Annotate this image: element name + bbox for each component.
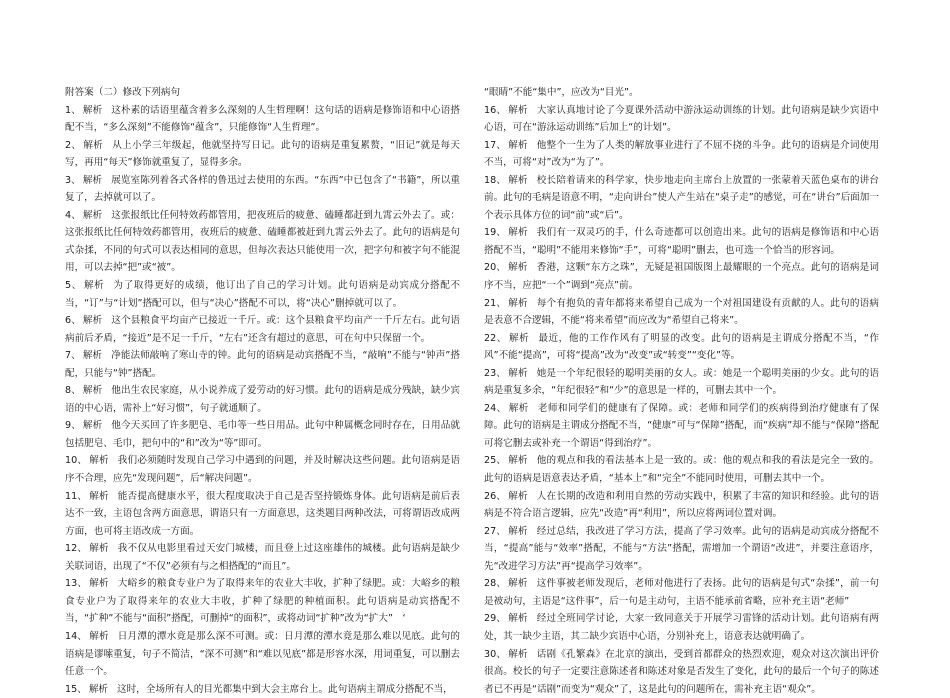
item-text: 人在长期的改造和利用自然的劳动实践中，积累了丰富的知识和经验。此句的语病是不符合语言逻辑，应先“改造”再“利用”，所以应将两词位置对调。 bbox=[484, 491, 879, 520]
document-title: 附答案（二）修改下列病句 bbox=[65, 84, 460, 102]
answer-item bbox=[65, 207, 460, 277]
item-text: 最近，他的工作作风有了明显的改变。此句的语病是主谓成分搭配不当，“作风”不能“提高”，可将“提高”改为“改变”或“转变”“变化”等。 bbox=[484, 333, 879, 362]
item-text: 这件事被老师发现后，老师对他进行了表扬。此句的语病是句式“杂揉”，前一句是被动句，主语是“这件事”，后一句是主动句，主语不能承前省略，应补充主语“老师” bbox=[484, 578, 879, 607]
item-text: 经过全班同学讨论，大家一致同意关于开展学习雷锋的活动计划。此句语病有两处，其一缺少主语，其二缺少宾语中心语，分别补充上，语意表达就明确了。 bbox=[484, 613, 879, 642]
item-number: 24、 bbox=[484, 403, 507, 414]
item-number: 21、 bbox=[484, 298, 506, 309]
item-number: 19、 bbox=[484, 227, 506, 238]
item-text: 香港，这颗“东方之珠”，无疑是祖国版图上最耀眼的一个亮点。此句的语病是词序不当，应把“一个”调到“亮点”前。 bbox=[484, 262, 879, 291]
analysis-label: 解析 bbox=[508, 649, 528, 660]
answer-item bbox=[484, 523, 879, 576]
answer-item bbox=[65, 102, 460, 137]
analysis-label: 解析 bbox=[89, 684, 108, 695]
item-text: 这个县粮食平均亩产已接近一千斤。或：这个县粮食平均亩产一千斤左右。此句语病前后矛盾，“接近”是不足一千斤，“左右”还含有超过的意思，可在句中只保留一个。 bbox=[65, 315, 460, 344]
analysis-label: 解析 bbox=[89, 543, 109, 554]
analysis-label: 解析 bbox=[83, 175, 102, 186]
item-text: 这朴素的话语里蕴含着多么深刻的人生哲理啊！这句话的语病是修饰语和中心语搭配不当，“多么深刻”不能修饰“蕴含”，只能修饰“人生哲理”。 bbox=[65, 105, 460, 134]
item-number: 15、 bbox=[65, 684, 87, 695]
item-number: 30、 bbox=[484, 649, 506, 660]
analysis-label: 解析 bbox=[508, 613, 528, 624]
item-number: 8、 bbox=[65, 385, 81, 396]
item-number: 5、 bbox=[65, 280, 82, 291]
item-number: 27、 bbox=[484, 526, 506, 537]
answer-item bbox=[484, 224, 879, 259]
item-number: 14、 bbox=[65, 631, 87, 642]
analysis-label: 解析 bbox=[508, 105, 528, 116]
item-number: 6、 bbox=[65, 315, 81, 326]
analysis-label: 解析 bbox=[508, 140, 528, 151]
answer-item bbox=[65, 540, 460, 575]
analysis-label: 解析 bbox=[83, 140, 103, 151]
analysis-label: 解析 bbox=[89, 631, 109, 642]
answer-item bbox=[484, 365, 879, 400]
item-text: 我们有一双灵巧的手，什么奇迹都可以创造出来。此句的语病是修饰语和中心语搭配不当，“聪明”不能用来修饰“手”，可将“聪明”删去，也可选一个恰当的形容词。 bbox=[484, 227, 879, 256]
item-number: 12、 bbox=[65, 543, 87, 554]
answer-item bbox=[65, 172, 460, 207]
item-text: 这张报纸比任何特效药都管用，把夜班后的疲惫、磕睡都赶到九霄云外去了。或：这张报纸比任何特效药都管用，夜班后的疲惫、磕睡都被赶到九霄云外去了。此句的语病是句式杂揉，不同的句式可以表达相同的意思，但每次表达只能使用一次，把字句和被字句不能混用，可以去掉“把”或“被”。 bbox=[65, 210, 460, 274]
item-text: 他的观点和我的看法基本上是一致的。或：他的观点和我的看法是完全一致的。此句的语病是语意表达矛盾，“基本上”和“完全”不能同时使用，可删去其中一个。 bbox=[484, 455, 879, 484]
answer-item bbox=[484, 452, 879, 487]
analysis-label: 解析 bbox=[84, 280, 104, 291]
analysis-label: 解析 bbox=[508, 262, 528, 273]
item-number: 23、 bbox=[484, 368, 506, 379]
item-number: 20、 bbox=[484, 262, 506, 273]
item-number: 2、 bbox=[65, 140, 81, 151]
item-text: 为了取得更好的成绩，他订出了自己的学习计划。此句语病是动宾成分搭配不当，“订”与“计划”搭配可以，但与“决心”搭配不可以，将“决心”删掉就可以了。 bbox=[65, 280, 460, 309]
answer-item bbox=[65, 137, 460, 172]
item-text: 他整个一生为了人类的解放事业进行了不屈不挠的斗争。此句的语病是介词使用不当，可将“对”改为“为了”。 bbox=[484, 140, 879, 169]
analysis-label: 解析 bbox=[508, 526, 528, 537]
analysis-label: 解析 bbox=[83, 315, 102, 326]
answer-item bbox=[484, 575, 879, 610]
item-text: 每个有抱负的青年都将来希望自己成为一个对祖国建设有贡献的人。此句的语病是表意不合逻辑，不能“将来希望”而应改为“希望自己将来”。 bbox=[484, 298, 879, 327]
item-text: 他今天买回了许多肥皂、毛巾等一些日用品。此句中种属概念同时存在，日用品就包括肥皂、毛巾，把句中的“和”改为“等”即可。 bbox=[65, 420, 460, 449]
item-text: 她是一个年纪很轻的聪明美丽的女人。或：她是一个聪明美丽的少女。此句的语病是重复多余，“年纪很轻”和“少”的意思是一样的，可删去其中一个。 bbox=[484, 368, 879, 397]
item-text: 我不仅从电影里看过天安门城楼，而且登上过这座雄伟的城楼。此句语病是缺少关联词语，出现了“不仅”必须有与之相搭配的“而且”。 bbox=[65, 543, 460, 572]
answer-item bbox=[65, 681, 460, 698]
answer-item bbox=[484, 172, 879, 225]
item-number: 25、 bbox=[484, 455, 506, 466]
answer-item bbox=[65, 277, 460, 312]
answer-item bbox=[484, 84, 879, 102]
analysis-label: 解析 bbox=[508, 175, 528, 186]
item-text: 能否提高健康水平，很大程度取决于自己是否坚持锻炼身体。此句语病是前后表达不一致，主语包含两方面意思，谓语只有一方面意思，这类题目两种改法，可将谓语改成两方面，也可将主语改成一方面。 bbox=[65, 491, 460, 537]
item-number: 9、 bbox=[65, 420, 81, 431]
analysis-label: 解析 bbox=[508, 227, 528, 238]
analysis-label: 解析 bbox=[83, 420, 102, 431]
answer-item bbox=[65, 347, 460, 382]
item-number: 7、 bbox=[65, 350, 81, 361]
item-number: 3、 bbox=[65, 175, 81, 186]
answer-item bbox=[65, 312, 460, 347]
answer-item bbox=[484, 646, 879, 698]
analysis-label: 解析 bbox=[89, 578, 109, 589]
answer-item bbox=[65, 575, 460, 628]
item-text: 大峪乡的粮食专业户为了取得来年的农业大丰收，扩种了绿肥。或：大峪乡的粮食专业户为了取得来年的农业大丰收，扩种了绿肥的种植面积。此句语病是动宾搭配不当，“扩种”不能与“面积”搭配，可删掉“的面积”，或将动词“扩种”改为“扩大” ‘ bbox=[65, 578, 460, 624]
analysis-label: 解析 bbox=[83, 210, 102, 221]
answer-item bbox=[484, 259, 879, 294]
item-number: 11、 bbox=[65, 491, 87, 502]
item-text: 校长陪着请来的科学家，快步地走向主席台上放置的一张蒙着天蓝色桌布的讲台前。此句的毛病是语意不明，“走向讲台”使人产生站在“桌子走”的感觉，可在“讲台”后面加一个表示具体方位的词“前”或“后”。 bbox=[484, 175, 879, 221]
item-text: 这时，全场所有人的目光都集中到大会主席台上。此句语病主谓成分搭配不当， bbox=[117, 684, 453, 695]
answer-item bbox=[484, 102, 879, 137]
item-text: 净能法师敲响了寒山寺的钟。此句的语病是动宾搭配不当，“敲响”不能与“钟声”搭配，只能与“钟”搭配。 bbox=[65, 350, 460, 379]
answer-item bbox=[65, 488, 460, 541]
analysis-label: 解析 bbox=[83, 105, 102, 116]
item-text: 话剧《孔繁森》在北京的演出，受到首都群众的热烈欢迎，观众对这次演出评价很高。校长的句子一定要注意陈述者和陈述对象是否发生了变化，此句的最后一个句子的陈述者已不再是“话剧”而变为“观众”了，这是此句的问题所在，需补充主语“观众”。 bbox=[484, 649, 879, 695]
answer-item bbox=[484, 295, 879, 330]
analysis-label: 解析 bbox=[509, 333, 529, 344]
item-text: 日月潭的潭水竟是那么深不可测。或：日月潭的潭水竟是那么难以见底。此句的语病是谬嗦重复，句子不简洁，“深不可测”和“难以见底”都是形容水深，用词重复，可以删去任意一个。 bbox=[65, 631, 460, 677]
analysis-label: 解析 bbox=[508, 455, 528, 466]
answer-item bbox=[65, 417, 460, 452]
answer-item bbox=[484, 137, 879, 172]
item-number: 4、 bbox=[65, 210, 81, 221]
left-column bbox=[65, 84, 460, 698]
item-text: 展览室陈列着各式各样的鲁迅过去使用的东西。“东西”中已包含了“书籍”，所以重复了，去掉就可以了。 bbox=[65, 175, 460, 204]
item-number: 29、 bbox=[484, 613, 506, 624]
item-text: 我们必须随时发现自己学习中遇到的问题，并及时解决这些问题。此句语病是语序不合理，应先“发现问题”，后“解决问题”。 bbox=[65, 455, 460, 484]
item-text: 他出生农民家庭，从小说养成了爱劳动的好习惯。此句的语病是成分残缺，缺少宾语的中心语，需补上“好习惯”，句子就通顺了。 bbox=[65, 385, 460, 414]
analysis-label: 解析 bbox=[89, 455, 109, 466]
analysis-label: 解析 bbox=[508, 298, 528, 309]
analysis-label: 解析 bbox=[89, 491, 109, 502]
item-number: 16、 bbox=[484, 105, 506, 116]
right-column bbox=[484, 84, 879, 698]
item-number: 1、 bbox=[65, 105, 81, 116]
answer-item bbox=[65, 628, 460, 681]
answer-item bbox=[484, 330, 879, 365]
item-number: 13、 bbox=[65, 578, 87, 589]
analysis-label: 解析 bbox=[83, 385, 102, 396]
item-text: 经过总结，我改进了学习方法，提高了学习效率。此句的语病是动宾成分搭配不当，“提高”能与“效率”搭配，不能与“方法”搭配，需增加一个谓语“改进”，并要注意语序，先“改进学习方法”再“提高学习效率”。 bbox=[484, 526, 879, 572]
item-number: 26、 bbox=[484, 491, 506, 502]
answer-item bbox=[65, 382, 460, 417]
answer-item bbox=[484, 488, 879, 523]
item-number: 22、 bbox=[484, 333, 507, 344]
item-number: 28、 bbox=[484, 578, 506, 589]
analysis-label: 解析 bbox=[509, 403, 529, 414]
answer-item bbox=[484, 610, 879, 645]
item-text: 从上小学三年级起，他就坚持写日记。此句的语病是重复累赘，“旧记”就是每天写，再用“每天”修饰就重复了，显得多余。 bbox=[65, 140, 460, 169]
analysis-label: 解析 bbox=[508, 491, 528, 502]
answer-item bbox=[65, 452, 460, 487]
item-number: 10、 bbox=[65, 455, 87, 466]
answer-item bbox=[484, 400, 879, 453]
item-text: 老师和同学们的健康有了保障。或：老师和同学们的疾病得到治疗健康有了保障。此句的语病是主谓成分搭配不当，“健康”可与“保障”搭配，而“疾病”却不能与“保障”搭配可将它删去或补充一个谓语“得到治疗”。 bbox=[484, 403, 879, 449]
analysis-label: 解析 bbox=[83, 350, 102, 361]
item-text: “眼睛”不能“集中”，应改为“目光”。 bbox=[484, 87, 639, 98]
item-text: 大家认真地讨论了今夏课外活动中游泳运动训练的计划。此句语病是缺少宾语中心语，可在“游泳运动训练”后加上“的计划”。 bbox=[484, 105, 879, 134]
item-number: 18、 bbox=[484, 175, 506, 186]
item-number: 17、 bbox=[484, 140, 506, 151]
analysis-label: 解析 bbox=[508, 368, 528, 379]
analysis-label: 解析 bbox=[508, 578, 528, 589]
